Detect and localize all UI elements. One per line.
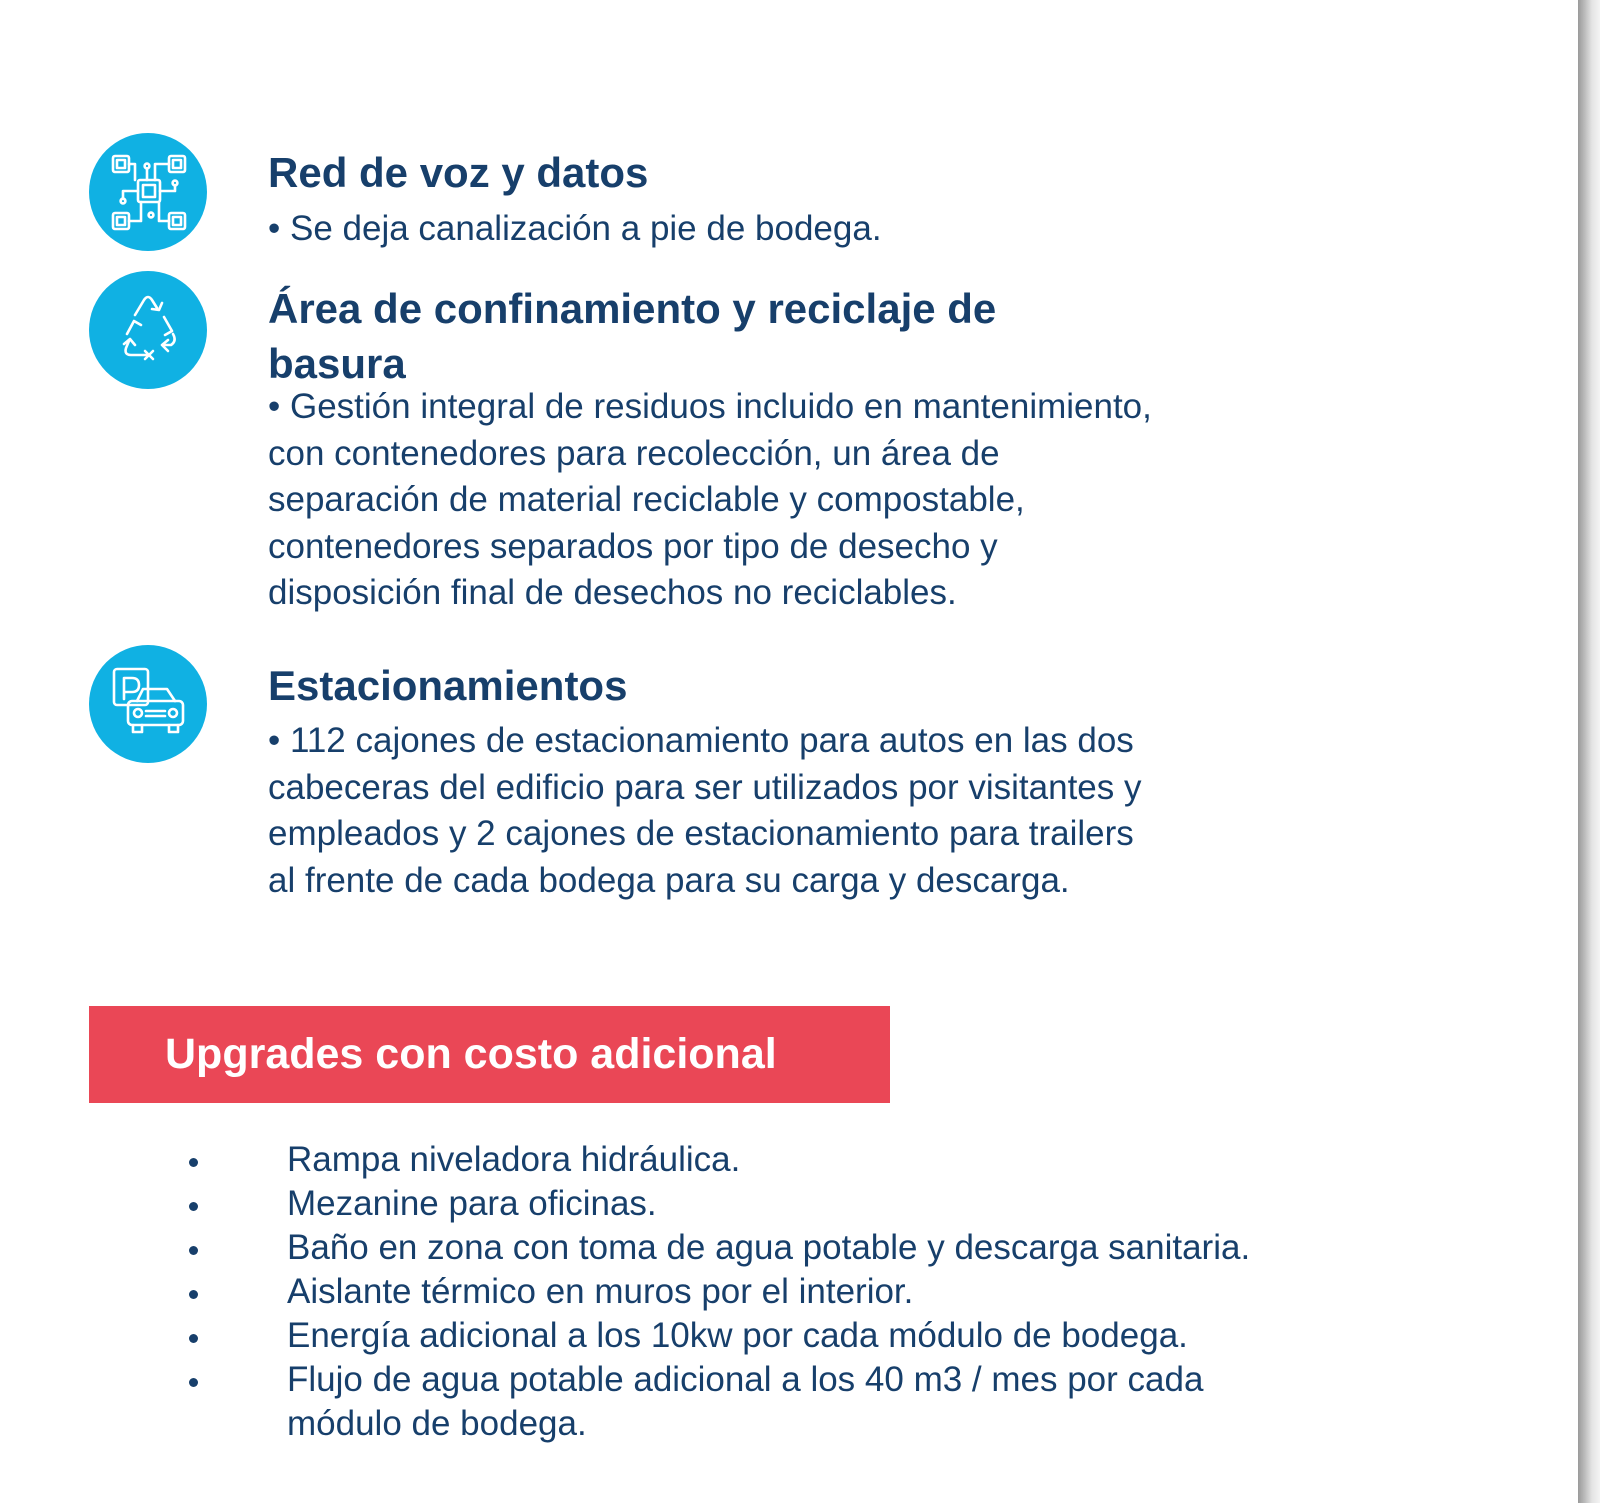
section-title: Estacionamientos <box>268 662 628 709</box>
list-item <box>0 1138 1287 1182</box>
upgrades-banner <box>89 1006 890 1103</box>
network-chip-icon <box>89 133 207 251</box>
section-body: • Se deja canalización a pie de bodega. <box>268 209 882 248</box>
list-item <box>0 1358 1287 1446</box>
page-edge-shadow <box>1578 0 1600 1503</box>
list-item-text: Aislante térmico en muros por el interior. <box>287 1272 914 1311</box>
banner-title: Upgrades con costo adicional <box>165 1030 777 1078</box>
section-body: • 112 cajones de estacionamiento para autos en las dos cabeceras del edificio para ser utilizados por visitantes y empleados y 2 cajones de estacionamiento para trailers al frente de cada bodega para su carga y descarga. <box>268 721 1142 900</box>
list-item <box>0 1226 1287 1270</box>
list-item <box>0 1270 1287 1314</box>
bullet-icon <box>189 1202 198 1211</box>
list-item-text: Mezanine para oficinas. <box>287 1184 657 1223</box>
bullet-icon <box>189 1158 198 1167</box>
list-item-text: Baño en zona con toma de agua potable y descarga sanitaria. <box>287 1228 1251 1267</box>
bullet-icon <box>189 1246 198 1255</box>
section-body: • Gestión integral de residuos incluido en mantenimiento, con contenedores para recolección, un área de separación de material reciclable y compostable, contenedores separados por tipo de desecho y disposición final de desechos no reciclables. <box>268 387 1152 612</box>
bullet-icon <box>189 1334 198 1343</box>
list-item-text: Energía adicional a los 10kw por cada módulo de bodega. <box>287 1316 1188 1355</box>
bullet-icon <box>189 1290 198 1299</box>
section-title: Área de confinamiento y reciclaje de basura <box>268 285 997 387</box>
parking-car-icon <box>89 645 207 763</box>
bullet-icon <box>189 1378 198 1387</box>
list-item <box>0 1182 1287 1226</box>
upgrades-list <box>0 1138 1500 1446</box>
list-item-text: Rampa niveladora hidráulica. <box>287 1140 741 1179</box>
recycle-icon <box>89 271 207 389</box>
list-item <box>0 1314 1287 1358</box>
list-item-text: Flujo de agua potable adicional a los 40 m3 / mes por cada módulo de bodega. <box>287 1360 1204 1443</box>
section-title: Red de voz y datos <box>268 149 649 196</box>
